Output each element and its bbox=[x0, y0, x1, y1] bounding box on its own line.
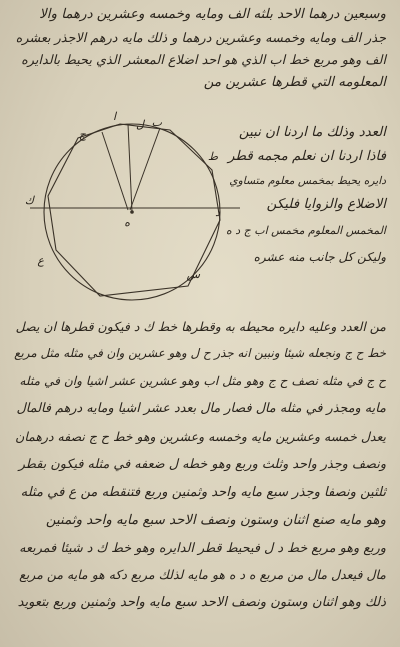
point-label: ل bbox=[136, 118, 144, 131]
text-line: يعدل خمسه وعشرين مايه وخمسه وعشرين وهو خط ح ج نصفه درهمان bbox=[15, 429, 386, 444]
text-line: العدد وذلك ما اردنا ان نبين bbox=[238, 125, 386, 140]
point-label: د bbox=[215, 206, 220, 219]
text-line: وربع وهو مربع خط د ل فيحيط قطر الدايره وهو خط ك د شيئا فمربعه bbox=[19, 541, 386, 556]
text-line: فاذا اردنا ان نعلم مجمه قطر bbox=[227, 149, 386, 164]
text-line: الاضلاع والزوايا فليكن bbox=[266, 197, 386, 212]
chord-line bbox=[102, 132, 128, 210]
point-label: ج bbox=[78, 128, 86, 141]
text-line: ذلك وهو اثنان وستون ونصف الاحد سبع مايه واحد وثمنين وربع بتعويد bbox=[17, 595, 386, 610]
text-line: ح ج في مثله نصف ح ج وهو مثل اب وهو عشرين عشر اشيا وان في مثله bbox=[19, 374, 386, 388]
geometric-figure bbox=[24, 100, 240, 310]
text-line: خط ح ج ونجعله شيئا ونبين انه جذر ح ل وهو عشرين وان في مثله مثل مربع bbox=[14, 346, 386, 360]
point-label: ه bbox=[124, 216, 130, 229]
point-label: ك bbox=[24, 194, 34, 207]
text-line: وهو مايه صنع اثنان وستون ونصف الاحد سبع مايه واحد وثمنين bbox=[45, 513, 386, 528]
text-line: دايره يحيط بمخمس معلوم متساوي bbox=[229, 174, 386, 187]
point-label: ب bbox=[151, 116, 162, 129]
point-label: ع bbox=[37, 254, 44, 267]
text-line: وسبعين درهما الاحد بلثه الف ومايه وخمسه وعشرين درهما والا bbox=[39, 7, 386, 22]
text-line: مال فيعدل مال من مربع ه د ه هو مايه لذلك مربع دكه هو مايه من مربع bbox=[19, 567, 386, 582]
point-label: س bbox=[186, 268, 200, 281]
text-line: وليكن كل جانب منه عشره bbox=[253, 250, 386, 264]
center-point bbox=[130, 210, 134, 214]
radius-line bbox=[128, 124, 132, 212]
text-line: جذر الف ومايه وخمسه وعشرين درهما و ذلك مايه درهم الاجذر بعشره bbox=[15, 31, 386, 46]
text-line: الف وهو مربع خط اب الذي هو احد اضلاع المعشر الذي يحيط بالدايره bbox=[21, 53, 386, 68]
text-line: ثلثين ونصفا وجذر سبع مايه واحد وثمنين وربع فتنقطه من ع في مثله bbox=[20, 485, 386, 500]
point-label: ط bbox=[207, 150, 218, 163]
text-line: المعلومه التي قطرها عشرين من bbox=[203, 75, 386, 90]
text-line: من العدد وعليه دايره محيطه به وقطرها خط ك د فيكون قطرها ان يصل bbox=[15, 319, 386, 334]
point-label: ا bbox=[112, 110, 116, 123]
text-line: مايه ومجذر في مثله مال فصار مال بعدد عشر اشيا ومايه درهم فالمال bbox=[16, 401, 386, 416]
text-line: ونصف وجذر واحد وثلث وربع وهو خطه ل ضعفه في مثله فيكون بقطر bbox=[18, 457, 386, 472]
text-line: المخمس المعلوم مخمس اب ج د ه bbox=[226, 224, 386, 237]
chord-line bbox=[130, 128, 160, 210]
